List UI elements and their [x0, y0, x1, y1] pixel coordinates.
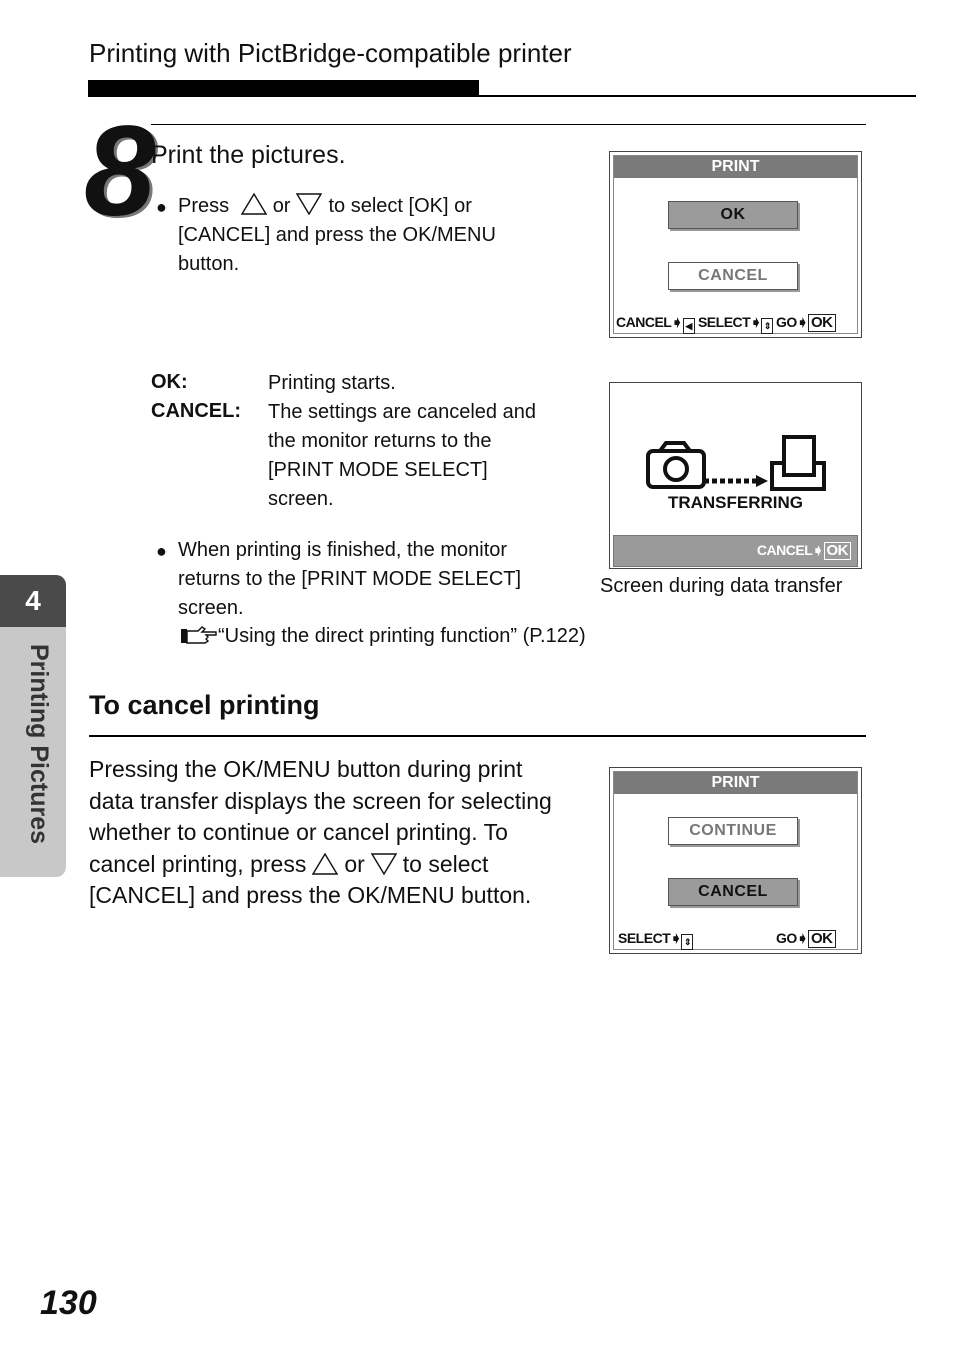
transferring-screen	[609, 382, 862, 569]
up-arrow-icon	[241, 193, 267, 215]
chapter-title: Printing Pictures	[25, 644, 53, 845]
updown-key-icon: ⇕	[681, 934, 693, 950]
footer-go-label: GO	[776, 930, 797, 946]
header-rule	[479, 95, 916, 97]
bullet-text: [CANCEL] and press the OK/MENU	[178, 224, 496, 246]
arrow-right-icon: ➧	[671, 314, 683, 330]
section-rule	[89, 735, 866, 737]
bullet-text: screen.	[178, 597, 244, 619]
step-rule	[151, 124, 866, 125]
page-header-title: Printing with PictBridge-compatible printer	[89, 38, 572, 68]
cancel-option[interactable]: CANCEL	[668, 878, 798, 906]
section-title: To cancel printing	[89, 690, 320, 720]
page-reference	[180, 625, 586, 648]
step-bullet-1	[156, 192, 588, 279]
reference-text: “Using the direct printing function” (P.122)	[218, 625, 586, 647]
definition-term-cancel: CANCEL:	[151, 400, 241, 422]
footer-cancel	[757, 542, 851, 560]
print-screen-continue	[609, 767, 862, 954]
screen-footer-go	[776, 930, 836, 948]
ok-key-icon: OK	[824, 542, 852, 560]
print-screen-ok	[609, 151, 862, 338]
transferring-footer	[613, 535, 858, 567]
bullet-text: or	[272, 195, 291, 217]
screen-footer	[618, 930, 693, 950]
up-arrow-icon	[312, 853, 338, 875]
screen-footer	[616, 314, 773, 334]
down-arrow-icon	[371, 853, 397, 875]
camera-to-printer-icon	[646, 435, 830, 493]
screen-title: PRINT	[614, 156, 857, 178]
step-number: 8	[84, 100, 152, 243]
section-body: Pressing the OK/MENU button during print data transfer displays the screen for selecting whether to continue or cancel printing. To cancel printing, press or to select [CANCEL] and press the OK/MENU button.	[89, 756, 552, 909]
cancel-option[interactable]: CANCEL	[668, 262, 798, 290]
arrow-right-icon: ➧	[750, 314, 762, 330]
screen-caption: Screen during data transfer	[600, 575, 843, 597]
ok-key-icon: OK	[808, 314, 836, 332]
definition-text-cancel: The settings are canceled and the monitor returns to the [PRINT MODE SELECT] screen.	[268, 401, 536, 510]
footer-select-label: SELECT	[697, 314, 751, 330]
definition-term-ok: OK:	[151, 371, 188, 393]
page-number: 130	[40, 1284, 97, 1322]
ok-option[interactable]: OK	[668, 201, 798, 229]
screen-footer-go	[776, 314, 836, 332]
step-title: Print the pictures.	[151, 141, 346, 169]
bullet-dot: ●	[156, 197, 167, 217]
bullet-dot: ●	[156, 541, 167, 561]
bullet-text: Press	[178, 195, 230, 217]
step-bullet-2	[156, 536, 588, 623]
ok-key-icon: OK	[808, 930, 836, 948]
pointing-hand-icon	[180, 625, 218, 645]
footer-select-label: SELECT	[618, 930, 671, 946]
arrow-right-icon: ➧	[796, 314, 809, 330]
definition-text-ok: Printing starts.	[268, 372, 396, 394]
screen-title: PRINT	[614, 772, 857, 794]
arrow-right-icon: ➧	[812, 542, 824, 558]
transferring-status: TRANSFERRING	[667, 493, 804, 512]
footer-cancel-label: CANCEL	[616, 314, 672, 330]
bullet-text: returns to the [PRINT MODE SELECT]	[178, 568, 522, 590]
down-arrow-icon	[296, 193, 322, 215]
arrow-right-icon: ➧	[796, 930, 809, 946]
arrow-right-icon: ➧	[670, 930, 682, 946]
header-bar	[88, 80, 479, 97]
bullet-text: to select [OK] or	[328, 195, 472, 217]
footer-cancel-label: CANCEL	[756, 542, 813, 558]
bullet-text: button.	[178, 253, 240, 275]
left-key-icon: ◀	[683, 318, 695, 334]
updown-key-icon: ⇕	[761, 318, 773, 334]
bullet-text: When printing is finished, the monitor	[178, 539, 508, 561]
continue-option[interactable]: CONTINUE	[668, 817, 798, 845]
footer-go-label: GO	[776, 314, 797, 330]
chapter-number: 4	[0, 575, 66, 627]
